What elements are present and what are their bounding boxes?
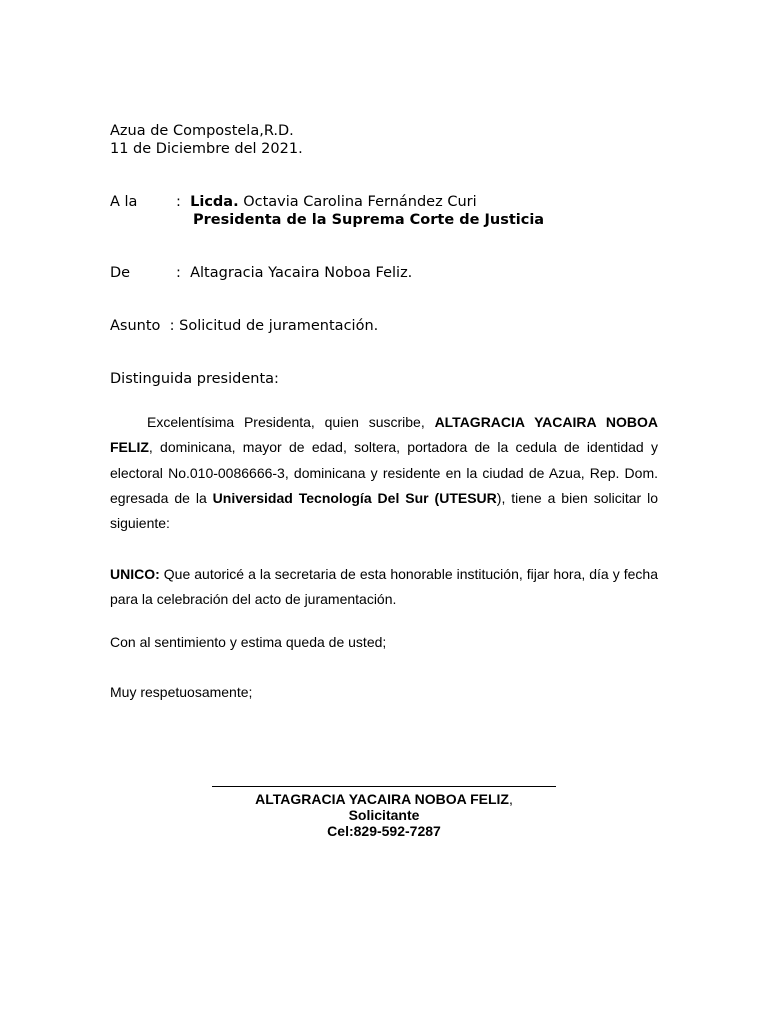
recipient-title: Licda.: [190, 194, 239, 210]
signature-line: [212, 786, 556, 787]
sender-line: [110, 264, 412, 282]
letter-date: 11 de Diciembre del 2021.: [110, 141, 303, 157]
sender-name: Altagracia Yacaira Noboa Feliz.: [190, 265, 413, 281]
closing-line-1: Con al sentimiento y estima queda de usted;: [110, 634, 387, 650]
recipient-position: Presidenta de la Suprema Corte de Justicia: [193, 212, 545, 228]
paragraph1-text-2: , dominicana, mayor de edad, soltera, portadora de la cedula de identidad y electoral No.010-0086666-3, dominicana y residente en la ciudad de Azua, Rep. Dom. egresada de la: [110, 439, 658, 506]
signature-role: Solicitante: [348, 807, 420, 823]
recipient-line: [110, 193, 477, 211]
subject-label: Asunto: [110, 318, 161, 334]
recipient-separator: :: [176, 194, 181, 210]
signature-comma: ,: [508, 791, 513, 807]
signature-name-line: [212, 791, 556, 807]
sender-label: De: [110, 265, 131, 281]
paragraph2-label: UNICO:: [110, 566, 160, 582]
signature-block: [212, 786, 556, 839]
paragraph1-applicant-name: ALTAGRACIA YACAIRA NOBOA FELIZ: [110, 414, 658, 456]
closing-line-2: Muy respetuosamente;: [110, 684, 253, 700]
signature-name: ALTAGRACIA YACAIRA NOBOA FELIZ: [255, 791, 509, 807]
recipient-name: Octavia Carolina Fernández Curi: [243, 194, 477, 210]
subject-separator: :: [169, 318, 175, 334]
sender-separator: :: [176, 265, 181, 281]
recipient-label: A la: [110, 194, 138, 210]
signature-phone: Cel:829-592-7287: [327, 823, 441, 839]
body-paragraph-2: [110, 562, 658, 613]
subject-line: [110, 317, 378, 335]
paragraph2-text: Que autoricé a la secretaria de esta honorable institución, fijar hora, día y fecha para la celebración del acto de juramentación.: [110, 566, 658, 608]
paragraph1-text-1: Excelentísima Presidenta, quien suscribe,: [147, 414, 435, 430]
letter-place: Azua de Compostela,R.D.: [110, 123, 294, 139]
subject-text: Solicitud de juramentación.: [179, 318, 379, 334]
paragraph1-university: Universidad Tecnología Del Sur (UTESUR: [212, 489, 497, 506]
paragraph1-text-3: ), tiene a bien solicitar lo siguiente:: [110, 489, 658, 532]
greeting: Distinguida presidenta:: [110, 371, 279, 387]
body-paragraph-1: [110, 410, 658, 536]
